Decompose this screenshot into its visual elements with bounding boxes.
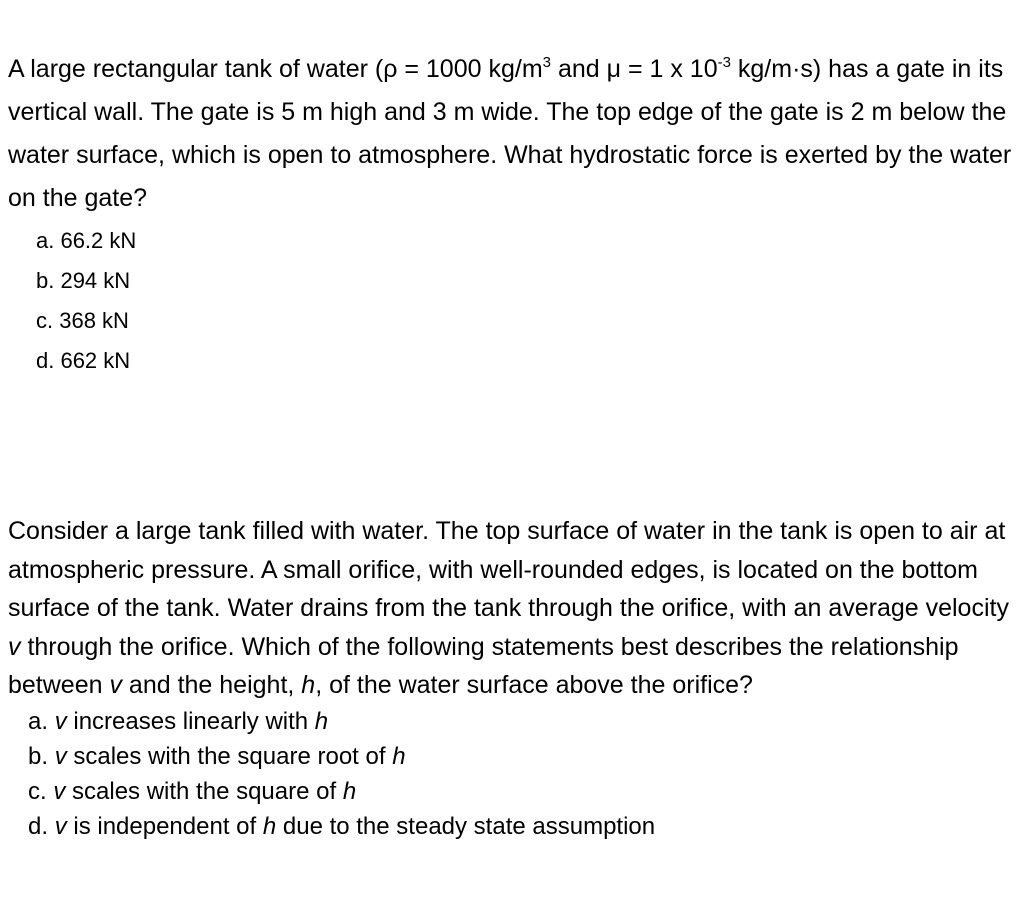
choice-b: b. 294 kN: [36, 268, 131, 293]
choice-b: b. v scales with the square root of h: [28, 742, 406, 770]
question-2-stem: Consider a large tank filled with water. The top surface of water in the tank is open to air at atmospheric pressure. A small orifice, with well-rounded edges, is located on the bottom surface of the tank. Water drains from the tank through the orifice, with an average velocity v through the orifice. Which of the following statements best describes the relationship between v and the height, h, of the water surface above the orifice?: [8, 517, 1009, 699]
choice-c: c. 368 kN: [36, 308, 129, 333]
question-1-stem: A large rectangular tank of water (ρ = 1000 $kg/m^3$ and μ = 1 x $10^{-3}$ kg/m·s) has a gate in its vertical wall. The gate is 5 m high and 3 m wide. The top edge of the gate is 2 m below the water surface, which is open to atmosphere. What hydrostatic force is exerted by the water on the gate?: [8, 54, 1012, 212]
choice-c: c. v scales with the square of h: [28, 777, 357, 805]
choice-a: a. v increases linearly with h: [28, 707, 329, 735]
choice-d: d. v is independent of h due to the steady state assumption: [28, 812, 656, 840]
choice-d: d. 662 kN: [36, 348, 131, 373]
question-2: [8, 512, 1013, 844]
question-1-choices: [36, 221, 1013, 381]
question-1: [8, 48, 1013, 381]
question-2-choices: [28, 704, 1013, 844]
choice-a: a. 66.2 kN: [36, 228, 137, 253]
